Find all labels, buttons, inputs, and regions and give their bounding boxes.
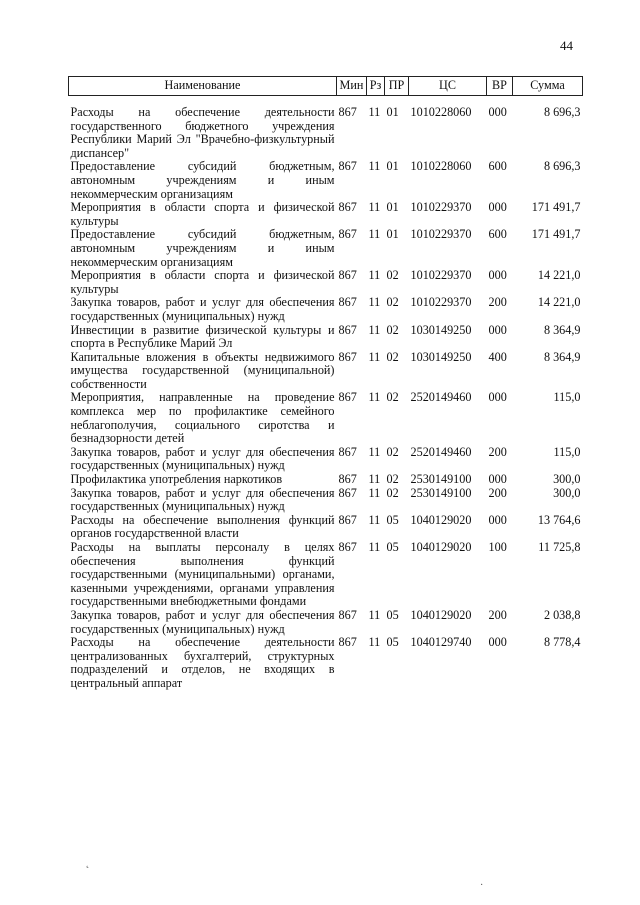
- cell-min: 867: [338, 444, 357, 459]
- cell-vr: 100: [488, 540, 507, 554]
- cell-rz: 11: [368, 540, 381, 554]
- cell-name: Мероприятия в области спорта и физической культуры: [70, 200, 335, 228]
- cell-min: 867: [338, 200, 357, 215]
- cell-pr: 05: [386, 540, 399, 554]
- cell-rz: 11: [368, 295, 381, 310]
- cell-rz: 11: [368, 390, 381, 405]
- table-row: [69, 541, 583, 609]
- table-row: [69, 324, 583, 351]
- table-row: [69, 636, 583, 690]
- table-row: [69, 296, 583, 323]
- cell-rz: 11: [368, 200, 381, 215]
- cell-name: Закупка товаров, работ и услуг для обеспечения государственных (муниципальных) нужд: [70, 485, 335, 514]
- cell-rz: 11: [368, 472, 381, 487]
- cell-cs: 1010229370: [410, 200, 472, 215]
- cell-pr: 02: [386, 349, 399, 364]
- cell-rz: 11: [368, 444, 381, 459]
- cell-vr: 400: [488, 349, 507, 364]
- cell-sum: 13 764,6: [537, 512, 581, 527]
- cell-name: Профилактика употребления наркотиков: [70, 472, 283, 487]
- header-min: Мин: [337, 77, 367, 96]
- cell-vr: 000: [488, 105, 507, 119]
- header-rz: Рз: [367, 77, 385, 96]
- cell-cs: 1010229370: [410, 295, 472, 310]
- cell-cs: 1030149250: [410, 322, 472, 337]
- table-row: [69, 160, 583, 201]
- header-cs: ЦС: [409, 77, 487, 96]
- cell-min: 867: [338, 472, 357, 487]
- table-row: [69, 609, 583, 636]
- cell-sum: 2 038,8: [543, 607, 581, 622]
- header-vr: ВР: [487, 77, 513, 96]
- table-row: [69, 269, 583, 296]
- cell-cs: 1040129020: [410, 540, 472, 554]
- cell-sum: 300,0: [553, 472, 581, 487]
- cell-pr: 05: [386, 607, 399, 622]
- cell-pr: 01: [386, 200, 399, 215]
- table-row: [69, 96, 583, 161]
- cell-name: Капитальные вложения в объекты недвижимого имущества государственной (муниципальной) собственности: [70, 349, 335, 391]
- cell-cs: 2530149100: [410, 485, 472, 500]
- cell-min: 867: [338, 322, 357, 337]
- cell-name: Инвестиции в развитие физической культуры и спорта в Республике Марий Эл: [70, 322, 335, 351]
- cell-sum: 115,0: [553, 390, 581, 405]
- page-number: 44: [560, 38, 573, 53]
- cell-min: 867: [338, 295, 357, 310]
- cell-min: 867: [338, 540, 357, 554]
- cell-name: Расходы на обеспечение деятельности централизованных бухгалтерий, структурных подразделений и отделов, не входящих в центральный аппарат: [70, 635, 335, 690]
- cell-vr: 200: [488, 485, 507, 500]
- cell-min: 867: [338, 607, 357, 622]
- cell-pr: 01: [386, 159, 399, 174]
- cell-pr: 02: [386, 322, 399, 337]
- cell-name: Расходы на выплаты персоналу в целях обеспечения выполнения функций государственными (муниципальными) органами, казенными учреждениями, органами управления государственными внебюджетными фондами: [70, 540, 335, 609]
- cell-min: 867: [338, 390, 357, 405]
- header-sum: Сумма: [513, 77, 583, 96]
- cell-rz: 11: [368, 349, 381, 364]
- cell-rz: 11: [368, 105, 381, 119]
- cell-vr: 000: [488, 635, 507, 650]
- table-row: [69, 201, 583, 228]
- cell-sum: 171 491,7: [531, 200, 581, 215]
- cell-name: Расходы на обеспечение выполнения функций органов государственной власти: [70, 512, 335, 541]
- table-row: [69, 391, 583, 445]
- cell-cs: 1010229370: [410, 268, 472, 283]
- cell-min: 867: [338, 227, 357, 242]
- cell-sum: 8 778,4: [543, 635, 581, 650]
- cell-cs: 1040129020: [410, 607, 472, 622]
- cell-pr: 05: [386, 512, 399, 527]
- cell-rz: 11: [368, 635, 381, 650]
- cell-name: Расходы на обеспечение деятельности государственного бюджетного учреждения Республики Марий Эл "Врачебно-физкультурный диспансер": [70, 105, 335, 160]
- cell-sum: 171 491,7: [531, 227, 581, 242]
- cell-pr: 02: [386, 485, 399, 500]
- table-row: [69, 351, 583, 392]
- cell-name: Закупка товаров, работ и услуг для обеспечения государственных (муниципальных) нужд: [70, 295, 335, 323]
- cell-rz: 11: [368, 512, 381, 527]
- cell-min: 867: [338, 635, 357, 650]
- cell-min: 867: [338, 159, 357, 174]
- cell-vr: 000: [488, 322, 507, 337]
- cell-sum: 300,0: [553, 485, 581, 500]
- cell-vr: 200: [488, 607, 507, 622]
- cell-pr: 01: [386, 227, 399, 242]
- cell-cs: 1040129020: [410, 512, 472, 527]
- cell-pr: 02: [386, 472, 399, 487]
- cell-rz: 11: [368, 159, 381, 174]
- cell-sum: 14 221,0: [537, 268, 581, 283]
- cell-cs: 1040129740: [410, 635, 472, 650]
- cell-cs: 2520149460: [410, 390, 472, 405]
- cell-rz: 11: [368, 485, 381, 500]
- cell-vr: 000: [488, 200, 507, 215]
- budget-table: [68, 76, 583, 691]
- table-body: [69, 96, 583, 691]
- cell-min: 867: [338, 349, 357, 364]
- cell-sum: 115,0: [553, 444, 581, 459]
- table-row: [69, 228, 583, 269]
- cell-vr: 000: [488, 390, 507, 405]
- table-row: [69, 514, 583, 541]
- cell-pr: 02: [386, 268, 399, 283]
- cell-vr: 000: [488, 512, 507, 527]
- cell-sum: 8 696,3: [543, 105, 581, 119]
- cell-name: Мероприятия, направленные на проведение комплекса мер по профилактике семейного неблагополучия, социального сиротства и безнадзорности детей: [70, 390, 335, 446]
- cell-sum: 8 364,9: [543, 349, 581, 364]
- cell-cs: 1030149250: [410, 349, 472, 364]
- cell-pr: 02: [386, 295, 399, 310]
- cell-vr: 000: [488, 472, 507, 487]
- table-row: [69, 487, 583, 514]
- cell-pr: 02: [386, 390, 399, 405]
- cell-min: 867: [338, 105, 357, 119]
- cell-vr: 600: [488, 159, 507, 174]
- table-header: [69, 77, 583, 96]
- cell-name: Предоставление субсидий бюджетным, автономным учреждениям и иным некоммерческим организациям: [70, 227, 335, 269]
- cell-pr: 02: [386, 444, 399, 459]
- cell-pr: 05: [386, 635, 399, 650]
- cell-name: Предоставление субсидий бюджетным, автономным учреждениям и иным некоммерческим организациям: [70, 159, 335, 201]
- cell-sum: 8 696,3: [543, 159, 581, 174]
- cell-vr: 200: [488, 444, 507, 459]
- cell-sum: 11 725,8: [538, 540, 581, 554]
- cell-sum: 8 364,9: [543, 322, 581, 337]
- cell-vr: 600: [488, 227, 507, 242]
- cell-name: Мероприятия в области спорта и физической культуры: [70, 268, 335, 296]
- header-pr: ПР: [385, 77, 409, 96]
- cell-min: 867: [338, 485, 357, 500]
- cell-rz: 11: [368, 268, 381, 283]
- cell-rz: 11: [368, 227, 381, 242]
- table-row: [69, 446, 583, 473]
- cell-vr: 200: [488, 295, 507, 310]
- scan-mark: ˛: [86, 858, 90, 869]
- cell-name: Закупка товаров, работ и услуг для обеспечения государственных (муниципальных) нужд: [70, 444, 335, 473]
- cell-sum: 14 221,0: [537, 295, 581, 310]
- cell-min: 867: [338, 512, 357, 527]
- cell-rz: 11: [368, 322, 381, 337]
- cell-cs: 2530149100: [410, 472, 472, 487]
- cell-cs: 2520149460: [410, 444, 472, 459]
- scan-mark: ·: [480, 880, 484, 891]
- cell-rz: 11: [368, 607, 381, 622]
- cell-cs: 1010228060: [410, 105, 472, 119]
- cell-cs: 1010228060: [410, 159, 472, 174]
- cell-min: 867: [338, 268, 357, 283]
- header-name: Наименование: [69, 77, 337, 96]
- cell-cs: 1010229370: [410, 227, 472, 242]
- cell-pr: 01: [386, 105, 399, 119]
- cell-name: Закупка товаров, работ и услуг для обеспечения государственных (муниципальных) нужд: [70, 607, 335, 636]
- cell-vr: 000: [488, 268, 507, 283]
- table-row: [69, 473, 583, 487]
